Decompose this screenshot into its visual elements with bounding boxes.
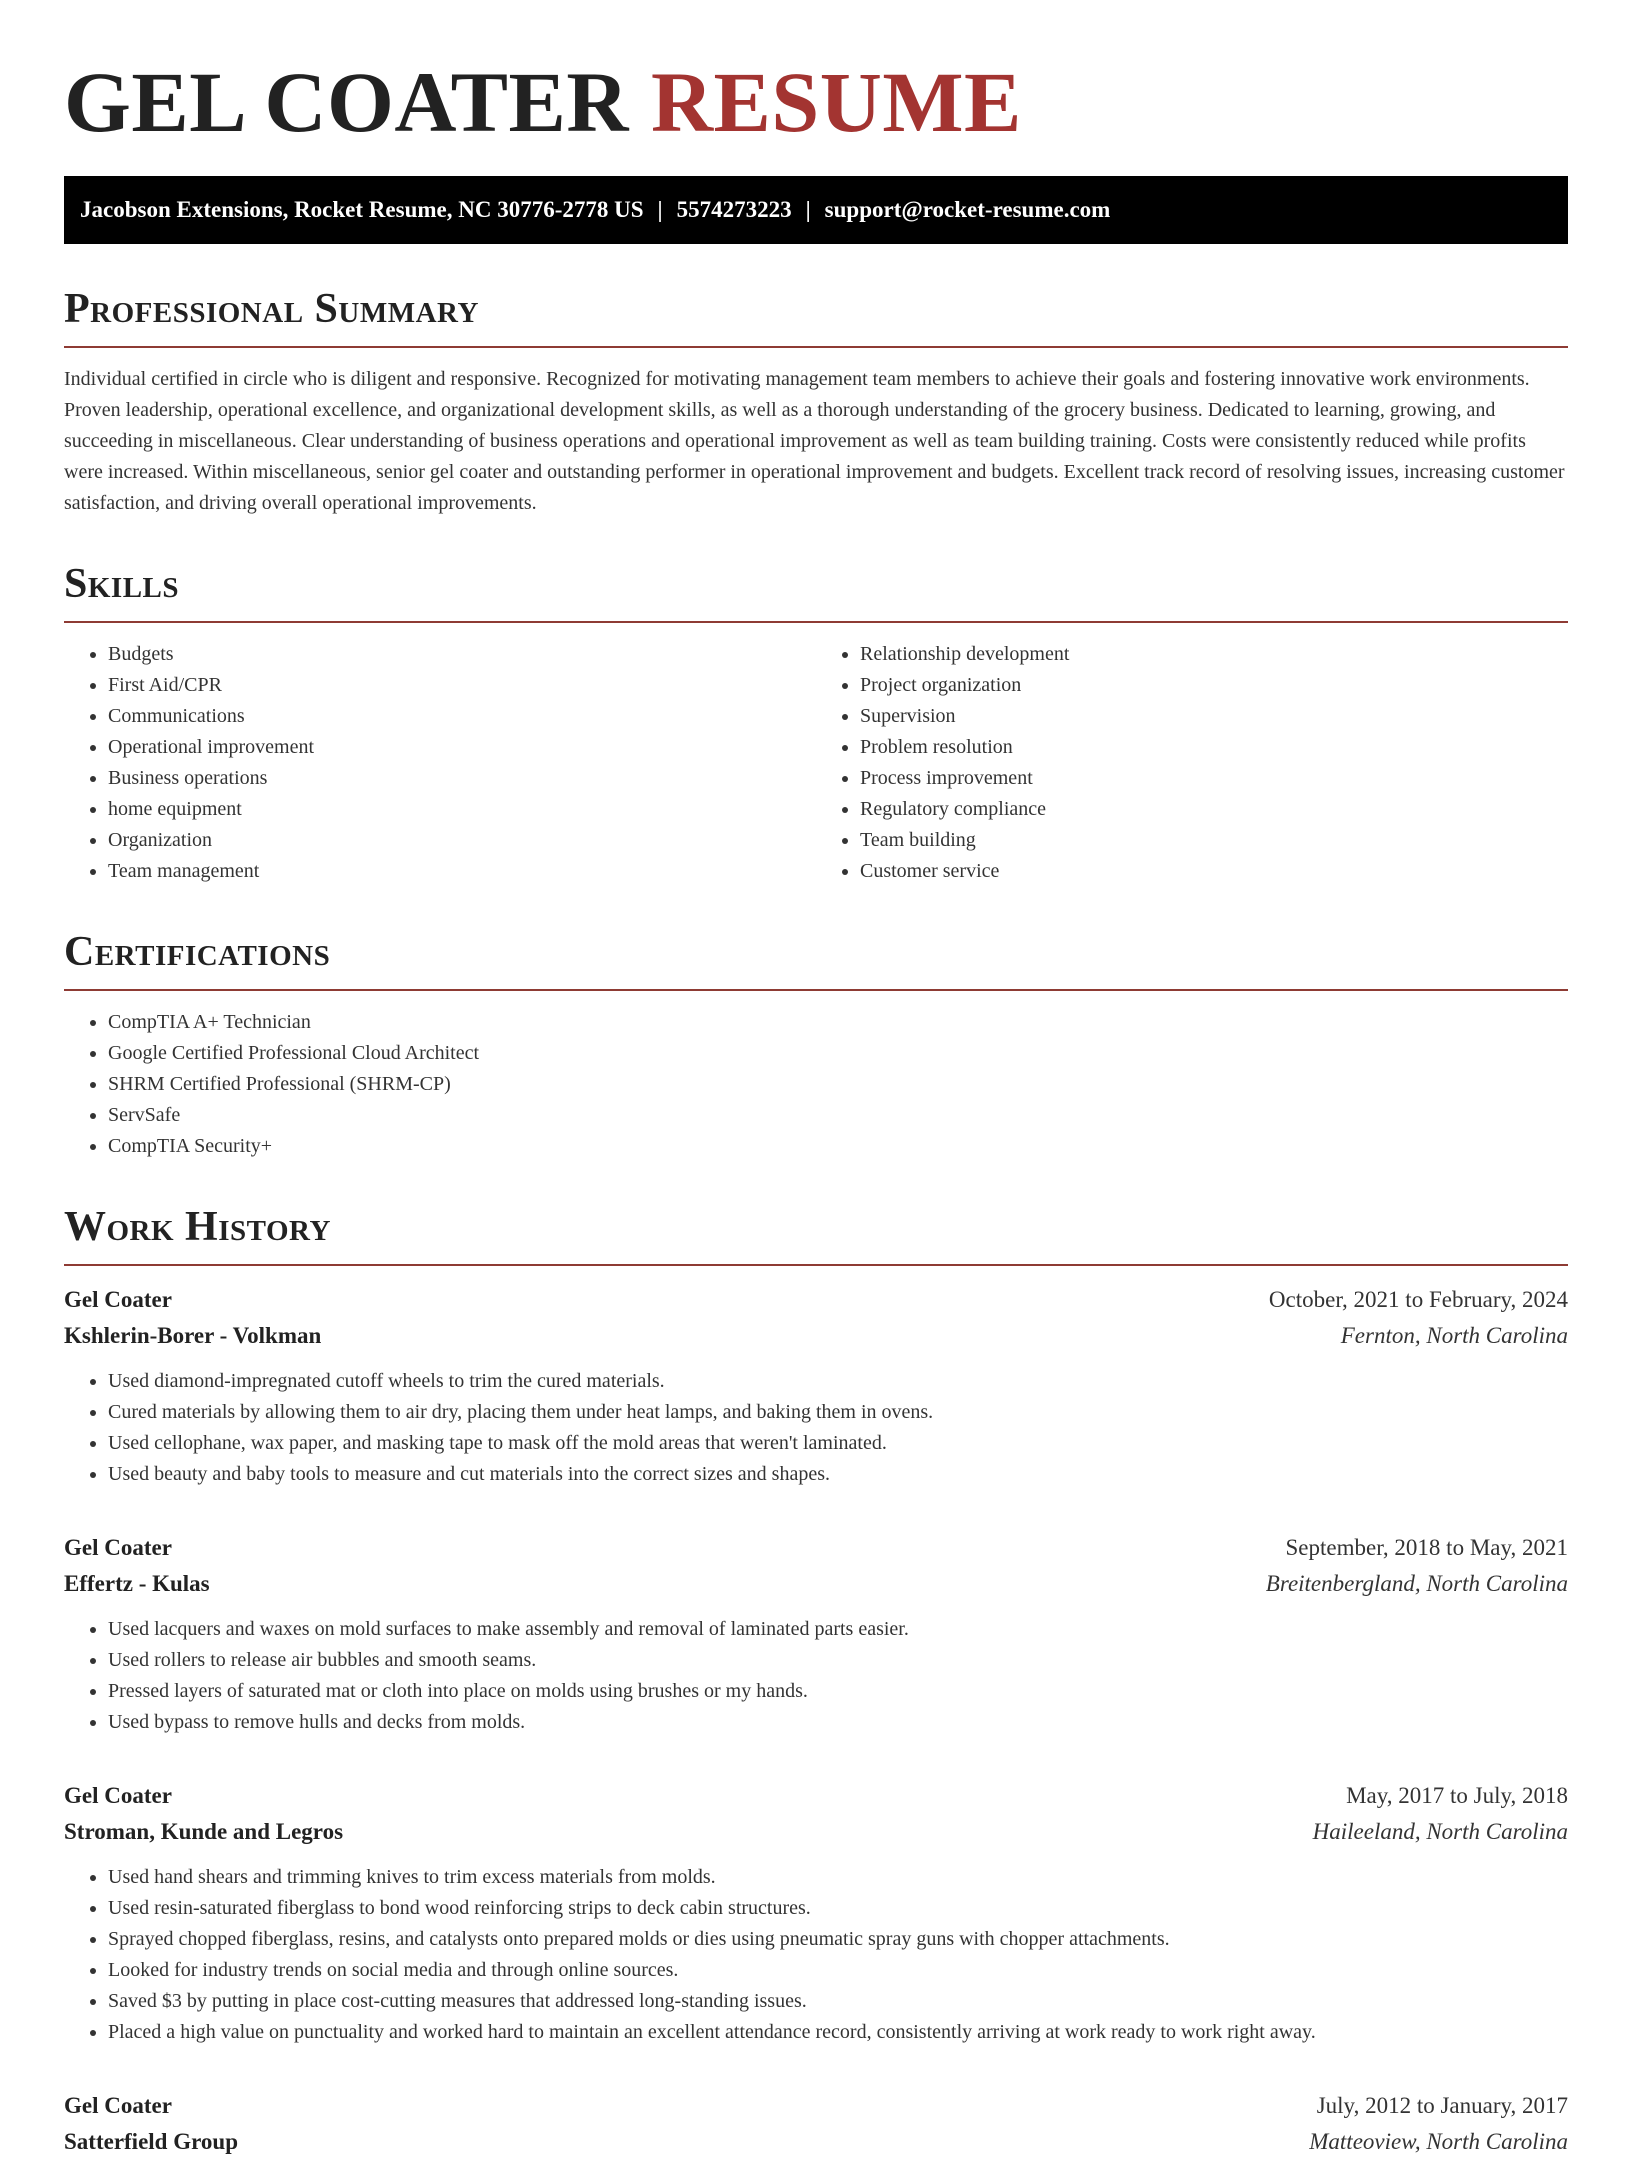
job-bullets — [64, 1366, 1568, 1490]
certification-item: • CompTIA A+ Technician — [108, 1007, 1568, 1038]
job-bullet: • Used rollers to release air bubbles and smooth seams. — [108, 1645, 1568, 1676]
job-location: Matteoview, North Carolina — [1309, 2129, 1568, 2154]
job-title: Gel Coater — [64, 1287, 172, 1312]
skill-item: • Operational improvement — [108, 732, 816, 763]
job-company: Effertz - Kulas — [64, 1571, 210, 1596]
job-location: Haileeland, North Carolina — [1312, 1819, 1568, 1844]
skills-section — [64, 559, 1568, 887]
contact-phone: 5574273223 — [676, 197, 792, 222]
job-company: Stroman, Kunde and Legros — [64, 1819, 344, 1844]
skills-list-right — [816, 639, 1568, 887]
job-bullets — [64, 1614, 1568, 1738]
job-company-row — [64, 1566, 1568, 1602]
job-company-row — [64, 1814, 1568, 1850]
job-bullet: • Used resin-saturated fiberglass to bond wood reinforcing strips to deck cabin structures. — [108, 1893, 1568, 1924]
job-location: Breitenbergland, North Carolina — [1265, 1571, 1568, 1596]
skill-item: • Project organization — [860, 670, 1568, 701]
job-header-row — [64, 1530, 1568, 1566]
job-entry — [64, 1778, 1568, 2048]
job-dates: May, 2017 to July, 2018 — [1346, 1783, 1568, 1808]
skill-item: • Communications — [108, 701, 816, 732]
job-entry — [64, 1530, 1568, 1738]
job-company: Kshlerin-Borer - Volkman — [64, 1323, 322, 1348]
skill-item: • home equipment — [108, 794, 816, 825]
job-bullet: • Used cellophane, wax paper, and masking tape to mask off the mold areas that weren't laminated. — [108, 1428, 1568, 1459]
skill-item: • Team management — [108, 856, 816, 887]
contact-separator: | — [657, 197, 663, 222]
skills-list-left — [64, 639, 816, 887]
job-bullet: • Looked for industry trends on social media and through online sources. — [108, 1955, 1568, 1986]
job-bullet: • Cured materials by allowing them to air dry, placing them under heat lamps, and baking them in ovens. — [108, 1397, 1568, 1428]
contact-email: support@rocket-resume.com — [824, 197, 1111, 222]
summary-heading: Professional Summary — [64, 284, 1568, 348]
title-main: GEL COATER — [64, 54, 629, 150]
job-bullet: • Used lacquers and waxes on mold surfaces to make assembly and removal of laminated parts easier. — [108, 1614, 1568, 1645]
certification-item: • CompTIA Security+ — [108, 1131, 1568, 1162]
skill-item: • Supervision — [860, 701, 1568, 732]
work-history-section — [64, 1202, 1568, 2160]
job-bullet: • Placed a high value on punctuality and worked hard to maintain an excellent attendance record, consistently arriving at work ready to work right away. — [108, 2017, 1568, 2048]
certification-item: • SHRM Certified Professional (SHRM-CP) — [108, 1069, 1568, 1100]
certifications-section — [64, 927, 1568, 1162]
job-bullet: • Sprayed chopped fiberglass, resins, and catalysts onto prepared molds or dies using pneumatic spray guns with chopper attachments. — [108, 1924, 1568, 1955]
contact-address: Jacobson Extensions, Rocket Resume, NC 30776-2778 US — [80, 197, 644, 222]
job-bullet: • Used hand shears and trimming knives to trim excess materials from molds. — [108, 1862, 1568, 1893]
job-header-row — [64, 1282, 1568, 1318]
skill-item: • Team building — [860, 825, 1568, 856]
skill-item: • Business operations — [108, 763, 816, 794]
certification-item: • Google Certified Professional Cloud Architect — [108, 1038, 1568, 1069]
skill-item: • Regulatory compliance — [860, 794, 1568, 825]
job-dates: July, 2012 to January, 2017 — [1316, 2093, 1568, 2118]
job-title: Gel Coater — [64, 2093, 172, 2118]
skill-item: • Budgets — [108, 639, 816, 670]
job-dates: September, 2018 to May, 2021 — [1285, 1535, 1568, 1560]
job-company-row — [64, 2124, 1568, 2160]
title-accent: RESUME — [650, 54, 1022, 150]
work-history-heading: Work History — [64, 1202, 1568, 1266]
job-bullet: • Saved $3 by putting in place cost-cutting measures that addressed long-standing issues. — [108, 1986, 1568, 2017]
skill-item: • Organization — [108, 825, 816, 856]
certification-item: • ServSafe — [108, 1100, 1568, 1131]
job-entry — [64, 1282, 1568, 1490]
skills-grid — [64, 639, 1568, 887]
job-title: Gel Coater — [64, 1535, 172, 1560]
summary-text: Individual certified in circle who is diligent and responsive. Recognized for motivating management team members to achieve their goals and fostering innovative work environments. Proven leadership, operational excellence, and organizational development skills, as well as a thorough understanding of the grocery business. Dedicated to learning, growing, and succeeding in miscellaneous. Clear understanding of business operations and operational improvement as well as team building training. Costs were consistently reduced while profits were increased. Within miscellaneous, senior gel coater and outstanding performer in operational improvement and budgets. Excellent track record of resolving issues, increasing customer satisfaction, and driving overall operational improvements. — [64, 368, 1565, 514]
resume-page — [64, 0, 1568, 2160]
job-location: Fernton, North Carolina — [1340, 1323, 1568, 1348]
job-bullet: • Used bypass to remove hulls and decks from molds. — [108, 1707, 1568, 1738]
job-header-row — [64, 2088, 1568, 2124]
job-company: Satterfield Group — [64, 2129, 238, 2154]
skill-item: • First Aid/CPR — [108, 670, 816, 701]
summary-section — [64, 284, 1568, 519]
contact-bar — [64, 176, 1568, 244]
resume-title — [64, 0, 1568, 152]
contact-separator: | — [805, 197, 811, 222]
skills-heading: Skills — [64, 559, 1568, 623]
skill-item: • Relationship development — [860, 639, 1568, 670]
job-bullets — [64, 1862, 1568, 2048]
job-bullet: • Used diamond-impregnated cutoff wheels to trim the cured materials. — [108, 1366, 1568, 1397]
job-bullet: • Pressed layers of saturated mat or cloth into place on molds using brushes or my hands. — [108, 1676, 1568, 1707]
certifications-heading: Certifications — [64, 927, 1568, 991]
skill-item: • Customer service — [860, 856, 1568, 887]
job-entry — [64, 2088, 1568, 2160]
skill-item: • Process improvement — [860, 763, 1568, 794]
job-company-row — [64, 1318, 1568, 1354]
job-title: Gel Coater — [64, 1783, 172, 1808]
skill-item: • Problem resolution — [860, 732, 1568, 763]
job-dates: October, 2021 to February, 2024 — [1268, 1287, 1568, 1312]
job-bullet: • Used beauty and baby tools to measure and cut materials into the correct sizes and shapes. — [108, 1459, 1568, 1490]
job-header-row — [64, 1778, 1568, 1814]
certifications-list — [64, 1007, 1568, 1162]
